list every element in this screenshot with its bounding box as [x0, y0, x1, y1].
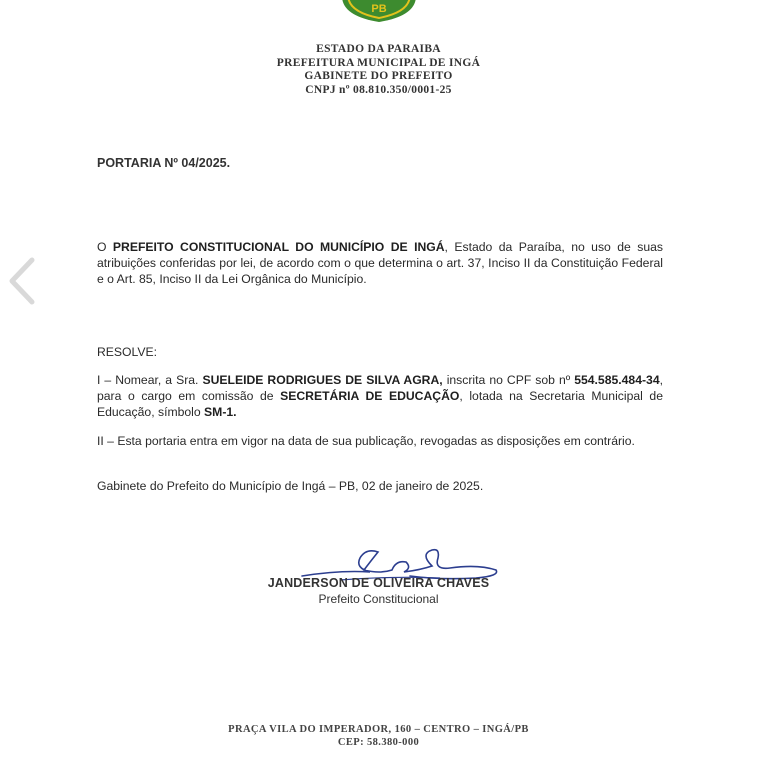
resolve-label: RESOLVE: [97, 345, 158, 359]
article-one-prefix: I – Nomear, a Sra. [97, 373, 203, 387]
article-one [97, 372, 663, 420]
chevron-left-icon[interactable] [4, 256, 40, 306]
portaria-title: PORTARIA Nº 04/2025. [97, 156, 231, 170]
footer [0, 723, 757, 749]
preamble-lead: O [97, 240, 113, 254]
letterhead-cnpj: CNPJ nº 08.810.350/0001-25 [305, 83, 452, 96]
closing-line: Gabinete do Prefeito do Município de Ingá – PB, 02 de janeiro de 2025. [97, 479, 484, 493]
appointee-name: SUELEIDE RODRIGUES DE SILVA AGRA, [202, 373, 443, 387]
letterhead-prefecture: PREFEITURA MUNICIPAL DE INGÁ [276, 56, 481, 69]
letterhead-state: ESTADO DA PARAIBA [316, 43, 441, 55]
footer-cep: CEP: 58.380-000 [337, 737, 420, 748]
position-text: , para o cargo em comissão de [97, 373, 663, 403]
preamble-authority: PREFEITO CONSTITUCIONAL DO MUNICÍPIO DE INGÁ [112, 240, 445, 254]
article-two: II – Esta portaria entra em vigor na data de sua publicação, revogadas as disposições em contrário. [97, 434, 635, 448]
appointee-cpf: 554.585.484-34 [574, 373, 660, 387]
appointee-position: SECRETÁRIA DE EDUCAÇÃO [280, 389, 460, 403]
preamble-rest: , Estado da Paraíba, no uso de suas atribuições conferidas por lei, de acordo com o que determina o art. 37, Inciso II da Constituição Federal e o Art. 85, Inciso II da Lei Orgânica do Município. [97, 240, 663, 286]
signer-name: JANDERSON DE OLIVEIRA CHAVES [267, 576, 490, 590]
letterhead-cabinet: GABINETE DO PREFEITO [304, 70, 453, 82]
letterhead [0, 43, 757, 97]
signer-title: Prefeito Constitucional [318, 592, 439, 606]
footer-address: PRAÇA VILA DO IMPERADOR, 160 – CENTRO – INGÁ/PB [228, 724, 529, 735]
municipal-crest-icon [334, 0, 424, 22]
location-text: , lotada na Secretaria Municipal de Educação, símbolo [97, 389, 663, 419]
position-symbol: SM-1. [204, 405, 237, 419]
preamble-paragraph [97, 239, 663, 287]
crest-label: PB [371, 3, 387, 15]
cpf-text: inscrita no CPF sob nº [442, 373, 575, 387]
